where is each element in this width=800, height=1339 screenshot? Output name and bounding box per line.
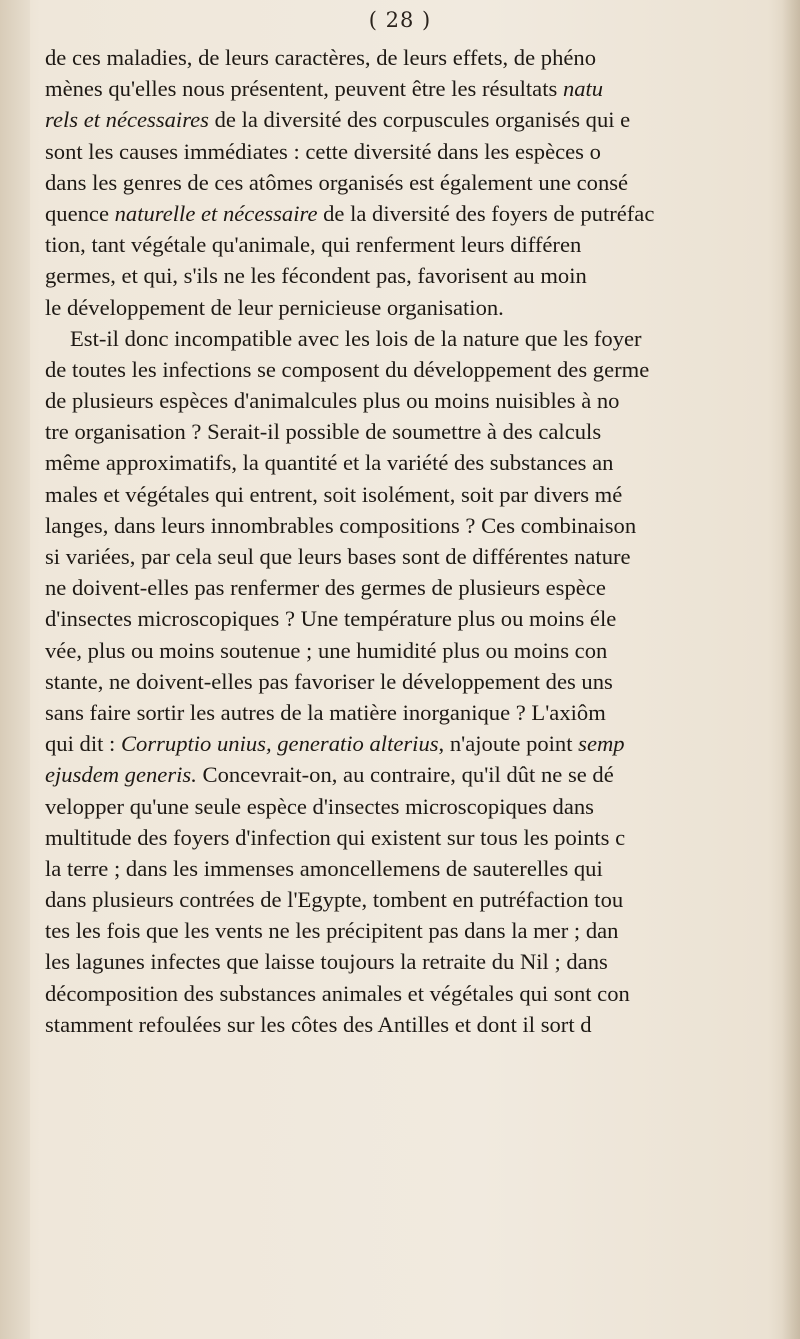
- text-line: [45, 915, 800, 946]
- text-line: [45, 447, 800, 478]
- text-run: , n'ajoute point: [438, 731, 579, 757]
- text-run: tes les fois que les vents ne les précipitent pas dans la mer ; dan: [45, 918, 619, 944]
- text-line: [45, 759, 800, 790]
- italic-text: semp: [578, 731, 625, 757]
- italic-text: natu: [562, 76, 604, 102]
- text-line: [45, 822, 800, 853]
- text-line: [45, 510, 800, 541]
- text-run: Est-il donc incompatible avec les lois de la nature que les foyer: [70, 325, 642, 351]
- italic-text: naturelle et nécessaire: [114, 200, 318, 226]
- text-line: [45, 884, 800, 915]
- text-line: [45, 791, 800, 822]
- italic-text: rels et nécessaires: [45, 107, 209, 133]
- text-line: [45, 73, 800, 104]
- binding-gutter: [0, 0, 30, 1339]
- text-run: de plusieurs espèces d'animalcules plus ou moins nuisibles à no: [45, 388, 620, 414]
- text-run: Concevrait-on, au contraire, qu'il dût ne se dé: [196, 762, 614, 788]
- body-text: [45, 42, 800, 1040]
- text-line: [45, 136, 800, 167]
- text-run: même approximatifs, la quantité et la variété des substances an: [45, 450, 614, 476]
- italic-text: ejusdem generis.: [45, 762, 197, 788]
- text-run: males et végétales qui entrent, soit isolément, soit par divers mé: [45, 481, 623, 507]
- text-line: [45, 635, 800, 666]
- text-line: [45, 603, 800, 634]
- text-run: la terre ; dans les immenses amoncellemens de sauterelles qui: [45, 855, 603, 881]
- text-line: [45, 946, 800, 977]
- text-line: [45, 260, 800, 291]
- text-line: [45, 323, 800, 354]
- text-run: de toutes les infections se composent du développement des germe: [45, 356, 650, 382]
- text-line: [45, 416, 800, 447]
- text-line: [45, 541, 800, 572]
- text-run: de la diversité des foyers de putréfac: [317, 200, 655, 226]
- text-line: [45, 198, 800, 229]
- text-run: de ces maladies, de leurs caractères, de leurs effets, de phéno: [45, 45, 596, 70]
- page-number: ( 28 ): [368, 8, 432, 32]
- text-run: si variées, par cela seul que leurs bases sont de différentes nature: [45, 544, 631, 569]
- text-run: sont les causes immédiates : cette diversité dans les espèces o: [45, 138, 601, 164]
- text-run: le développement de leur pernicieuse organisation.: [45, 294, 504, 320]
- text-run: velopper qu'une seule espèce d'insectes microscopiques dans: [45, 793, 594, 819]
- text-line: [45, 697, 800, 728]
- text-run: germes, et qui, s'ils ne les fécondent pas, favorisent au moin: [45, 263, 587, 289]
- text-run: sans faire sortir les autres de la matière inorganique ? L'axiôm: [45, 699, 606, 725]
- text-line: [45, 167, 800, 198]
- text-line: [45, 666, 800, 697]
- text-run: stante, ne doivent-elles pas favoriser le développement des uns: [45, 668, 613, 694]
- text-line: [45, 42, 800, 73]
- text-run: les lagunes infectes que laisse toujours la retraite du Nil ; dans: [45, 949, 608, 975]
- text-run: quence: [45, 200, 115, 226]
- text-run: langes, dans leurs innombrables compositions ? Ces combinaison: [45, 512, 637, 538]
- text-run: mènes qu'elles nous présentent, peuvent être les résultats: [45, 76, 563, 102]
- italic-text: Corruptio unius, generatio alterius: [120, 731, 439, 757]
- text-line: [45, 385, 800, 416]
- text-run: dans plusieurs contrées de l'Egypte, tombent en putréfaction tou: [45, 887, 624, 913]
- text-run: de la diversité des corpuscules organisés qui e: [208, 107, 631, 133]
- text-run: tion, tant végétale qu'animale, qui renferment leurs différen: [45, 232, 582, 258]
- text-run: multitude des foyers d'infection qui existent sur tous les points c: [45, 824, 626, 850]
- text-run: vée, plus ou moins soutenue ; une humidité plus ou moins con: [45, 637, 608, 663]
- text-line: [45, 1009, 800, 1040]
- text-run: tre organisation ? Serait-il possible de soumettre à des calculs: [45, 419, 602, 445]
- text-line: [45, 728, 800, 759]
- text-run: d'insectes microscopiques ? Une température plus ou moins éle: [45, 606, 617, 632]
- text-line: [45, 978, 800, 1009]
- text-run: qui dit :: [45, 731, 121, 757]
- text-line: [45, 572, 800, 603]
- text-line: [45, 104, 800, 135]
- text-run: décomposition des substances animales et végétales qui sont con: [45, 980, 630, 1006]
- text-run: ne doivent-elles pas renfermer des germes de plusieurs espèce: [45, 575, 606, 601]
- text-line: [45, 229, 800, 260]
- text-line: [45, 479, 800, 510]
- text-line: [45, 853, 800, 884]
- text-line: [45, 292, 800, 323]
- text-run: stamment refoulées sur les côtes des Antilles et dont il sort d: [45, 1011, 592, 1037]
- text-run: dans les genres de ces atômes organisés est également une consé: [45, 169, 629, 195]
- text-line: [45, 354, 800, 385]
